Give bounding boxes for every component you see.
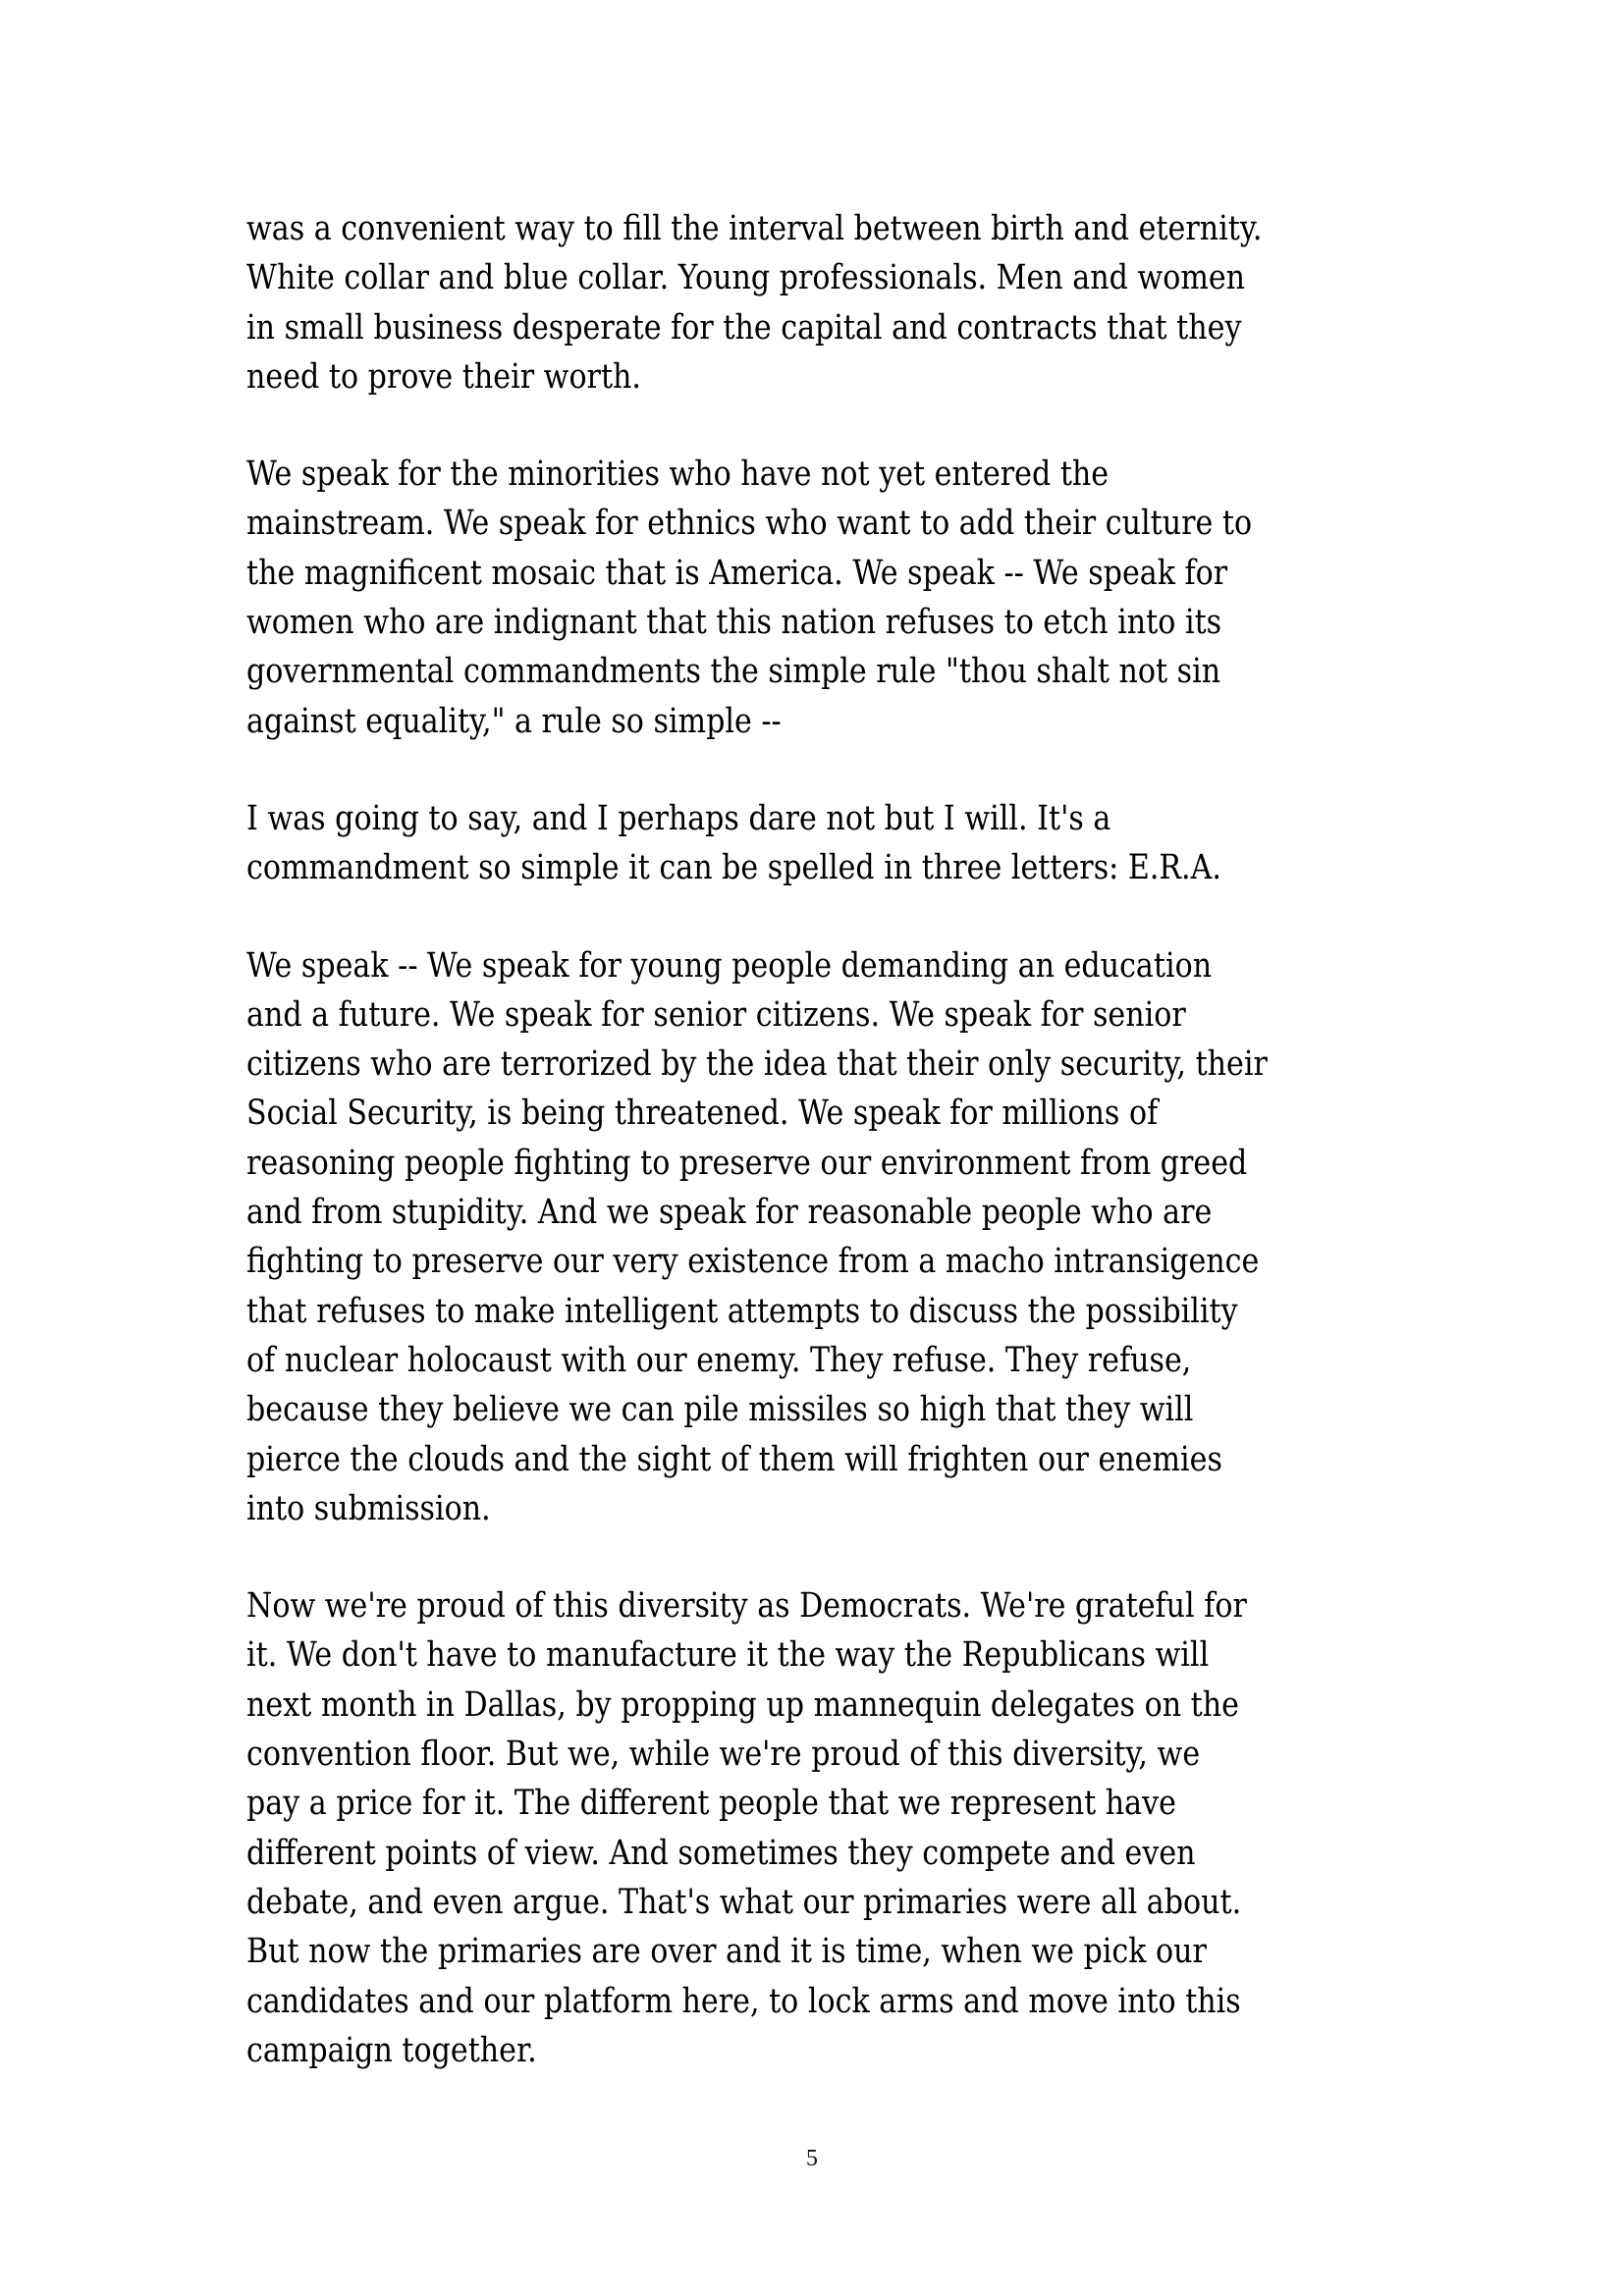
text-line: different points of view. And sometimes they compete and even [246, 1833, 1196, 1873]
text-line: fighting to preserve our very existence from a macho intransigence [246, 1242, 1260, 1282]
text-line: We speak for the minorities who have not yet entered the [246, 454, 1110, 495]
text-line: Social Security, is being threatened. We speak for millions of [246, 1094, 1159, 1134]
text-line: next month in Dallas, by propping up mannequin delegates on the [246, 1684, 1239, 1725]
paragraph [246, 450, 1454, 746]
page-number: 5 [806, 2146, 818, 2171]
text-line: the magnificent mosaic that is America. We speak -- We speak for [246, 553, 1228, 593]
text-line: candidates and our platform here, to lock arms and move into this [246, 1981, 1241, 2021]
text-line: Now we're proud of this diversity as Democrats. We're grateful for [246, 1586, 1247, 1627]
paragraph [246, 1581, 1454, 2075]
text-line: But now the primaries are over and it is time, when we pick our [246, 1932, 1207, 1972]
text-line: women who are indignant that this nation refuses to etch into its [246, 603, 1222, 643]
text-line: pierce the clouds and the sight of them will frighten our enemies [246, 1439, 1222, 1479]
text-line: into submission. [246, 1488, 491, 1528]
text-line: campaign together. [246, 2030, 537, 2070]
text-line: against equality," a rule so simple -- [246, 701, 782, 741]
paragraph [246, 794, 1454, 893]
paragraph [246, 941, 1454, 1534]
text-line: White collar and blue collar. Young professionals. Men and women [246, 258, 1246, 298]
text-line: that refuses to make intelligent attempts to discuss the possibility [246, 1291, 1238, 1331]
text-line: debate, and even argue. That's what our primaries were all about. [246, 1882, 1242, 1922]
text-line: in small business desperate for the capital and contracts that they [246, 307, 1242, 347]
text-line: citizens who are terrorized by the idea that their only security, their [246, 1044, 1268, 1085]
text-line: need to prove their worth. [246, 356, 642, 397]
text-line: and from stupidity. And we speak for reasonable people who are [246, 1193, 1213, 1233]
text-line: of nuclear holocaust with our enemy. They refuse. They refuse, [246, 1340, 1192, 1380]
text-line: mainstream. We speak for ethnics who want to add their culture to [246, 504, 1253, 544]
text-line: convention floor. But we, while we're proud of this diversity, we [246, 1735, 1201, 1775]
text-line: We speak -- We speak for young people demanding an education [246, 945, 1213, 986]
text-line: and a future. We speak for senior citizens. We speak for senior [246, 994, 1186, 1035]
text-line: because they believe we can pile missiles so high that they will [246, 1390, 1194, 1430]
text-line: I was going to say, and I perhaps dare not but I will. It's a [246, 798, 1111, 838]
paragraph [246, 204, 1454, 401]
text-line: was a convenient way to fill the interval between birth and eternity. [246, 209, 1263, 248]
document-body [246, 204, 1454, 2123]
text-line: reasoning people fighting to preserve our environment from greed [246, 1143, 1248, 1183]
text-line: pay a price for it. The different people that we represent have [246, 1784, 1176, 1824]
text-line: governmental commandments the simple rule "thou shalt not sin [246, 652, 1221, 692]
text-line: it. We don't have to manufacture it the way the Republicans will [246, 1635, 1210, 1676]
text-line: commandment so simple it can be spelled in three letters: E.R.A. [246, 848, 1221, 888]
